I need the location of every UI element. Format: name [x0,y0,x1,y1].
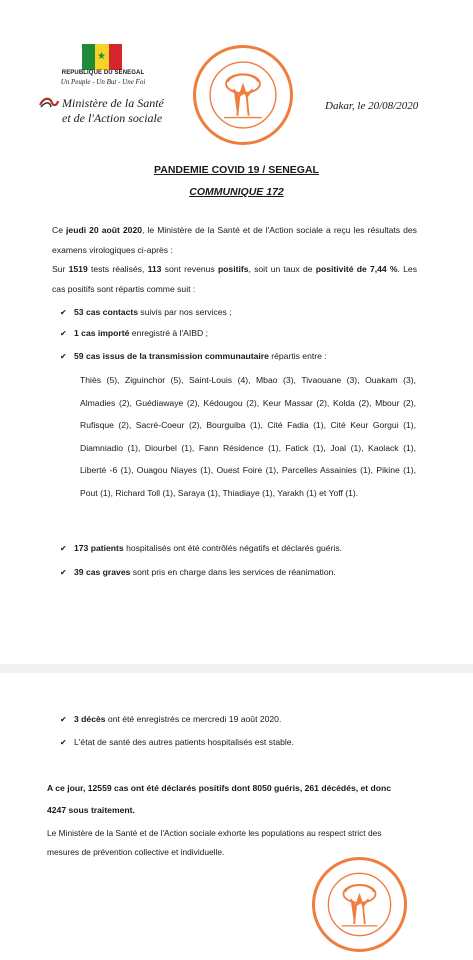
republic-name: REPUBLIQUE DU SENEGAL [61,70,145,76]
bullet-stable: ✔ L'état de santé des autres patients hospitalisés est stable. [60,735,420,750]
bullet-serious-cases: ✔ 39 cas graves sont pris en charge dans les services de réanimation. [60,565,420,580]
document-title: PANDEMIE COVID 19 / SENEGAL [154,164,319,176]
flag-stripe-green [82,44,95,70]
check-icon: ✔ [60,329,67,338]
senegal-flag [82,44,122,70]
check-icon: ✔ [60,738,67,747]
check-icon: ✔ [60,568,67,577]
bullet-deaths: ✔ 3 décès ont été enregistrés ce mercredi 19 août 2020. [60,712,420,727]
ministry-logo-icon [38,95,60,109]
ministry-name [62,96,164,126]
stamp-baobab-icon [315,860,404,949]
communique-number: COMMUNIQUE 172 [189,186,284,198]
bullet-imported-cases: ✔ 1 cas importé enregistré à l'AIBD ; [60,326,420,341]
cumulative-summary: A ce jour, 12559 cas ont été déclarés positifs dont 8050 guéris, 261 décédés, et donc 4247 sous traitement. [47,783,392,815]
bullet-recovered: ✔ 173 patients hospitalisés ont été contrôlés négatifs et déclarés guéris. [60,541,420,556]
check-icon: ✔ [60,715,67,724]
flag-stripe-red [109,44,122,70]
intro-paragraph: Ce jeudi 20 août 2020, le Ministère de la Santé et de l'Action sociale a reçu les résultats des examens virologiques ci-après : [52,225,417,255]
document-date: Dakar, le 20/08/2020 [325,100,419,112]
bullet-contact-cases: ✔ 53 cas contacts suivis par nos services ; [60,305,420,320]
check-icon: ✔ [60,544,67,553]
check-icon: ✔ [60,352,67,361]
flag-star-icon: ★ [97,51,106,62]
bullet-community-cases: ✔ 59 cas issus de la transmission communautaire répartis entre : [60,349,420,364]
ministry-name-line-1: Ministère de la Santé [62,96,164,110]
closing-paragraph: Le Ministère de la Santé et de l'Action sociale exhorte les populations au respect strict des mesures de prévention collective et individuelle. [47,828,382,857]
official-stamp [193,45,293,145]
results-paragraph: Sur 1519 tests réalisés, 113 sont revenus positifs, soit un taux de positivité de 7,44 %. Les cas positifs sont répartis comme suit : [52,264,418,294]
stamp-baobab-icon [196,48,290,142]
ministry-name-line-2: et de l'Action sociale [62,111,163,125]
official-stamp-bottom [312,857,407,952]
localities-list: Thiès (5), Ziguinchor (5), Saint-Louis (4), Mbao (3), Tivaouane (3), Ouakam (3), Almadies (2), Guédiawaye (2), Kédougou (2), Keur Massar (2), Kolda (2), Mbour (2), Rufisque (2), Sacré-Coeur (2), Bourguiba (1), Cité Fadia (1), Cité Keur Gorgui (1), Diamniadio (1), Diourbel (1), Fann Résidence (1), Fatick (1), Joal (1), Kaolack (1), Liberté -6 (1), Ouagou Niayes (1), Ouest Foire (1), Parcelles Assainies (1), Pikine (1), Pout (1), Richard Toll (1), Saraya (1), Thiadiaye (1), Yarakh (1) et Yoff (1). [80,375,416,498]
national-motto: Un Peuple - Un But - Une Foi [60,78,146,86]
check-icon: ✔ [60,308,67,317]
